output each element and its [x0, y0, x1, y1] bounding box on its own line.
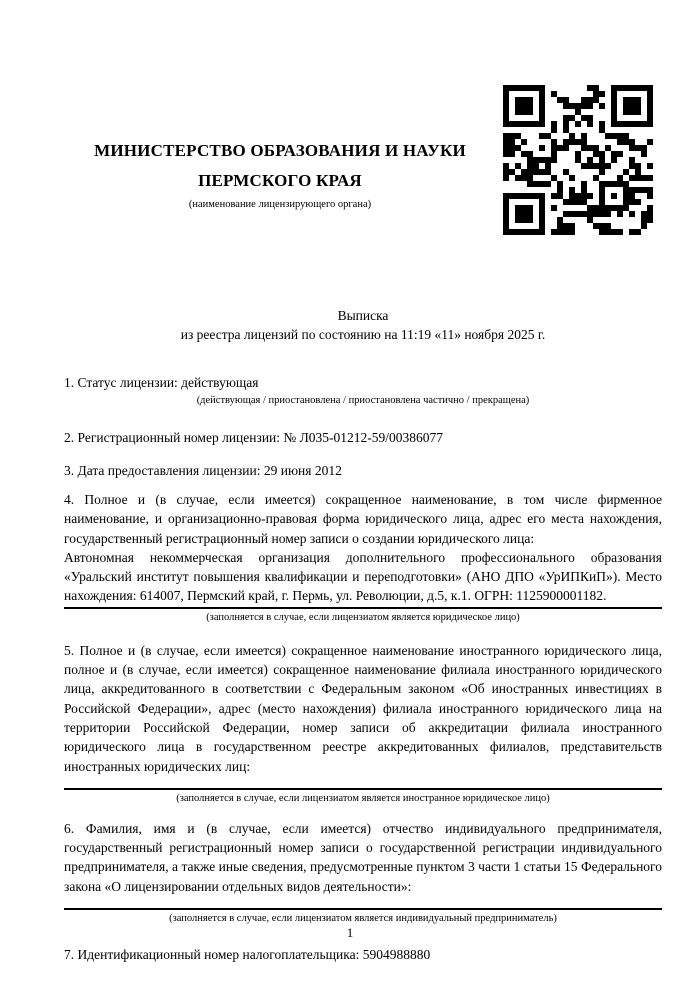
licensing-authority-header	[64, 136, 496, 212]
individual-entrepreneur-value	[64, 896, 662, 907]
ministry-caption: (наименование лицензирующего органа)	[188, 199, 372, 210]
inn-text: 7. Идентификационный номер налогоплательщика: 5904988880	[64, 947, 431, 963]
individual-entrepreneur-caption: (заполняется в случае, если лицензиатом является индивидуальный предприниматель)	[169, 913, 557, 925]
legal-entity-rule	[64, 607, 662, 609]
legal-entity-caption: (заполняется в случае, если лицензиатом является юридическое лицо)	[206, 611, 520, 623]
page-footer	[0, 925, 700, 941]
field-license-status	[64, 373, 662, 408]
legal-entity-label: 4. Полное и (в случае, если имеется) сокращенное наименование, в том числе фирменное наименование, и организационно-правовая форма юридического лица, адрес его места нахождения, государственный регистрационный номер записи о создании юридического лица:	[64, 492, 662, 546]
foreign-entity-rule	[64, 788, 662, 790]
fields-section	[64, 373, 662, 964]
field-registration-number	[64, 428, 662, 447]
field-inn	[64, 945, 662, 964]
legal-entity-value: Автономная некоммерческая организация дополнительного профессионального образования «Уральский институт повышения квалификации и переподготовки» (АНО ДПО «УрИПКиП»). Место нахождения: 614007, Пермский край, г. Пермь, ул. Революции, д.5, к.1. ОГРН: 1125900001182.	[64, 549, 662, 604]
field-individual-entrepreneur	[64, 819, 662, 926]
individual-entrepreneur-label: 6. Фамилия, имя и (в случае, если имеется) отчество индивидуального предпринимателя, государственный регистрационный номер записи о государственной регистрации индивидуального предпринимателя, а также иные сведения, предусмотренные пунктом 3 части 1 статьи 15 Федерального закона «О лицензировании отдельных видов деятельности»:	[64, 820, 662, 894]
title-heading: Выписка	[337, 308, 389, 323]
foreign-entity-value	[64, 776, 662, 787]
grant-date-text: 3. Дата предоставления лицензии: 29 июня 2012	[64, 463, 342, 478]
field-foreign-entity	[64, 641, 662, 806]
ministry-name-line1: МИНИСТЕРСТВО ОБРАЗОВАНИЯ И НАУКИ	[94, 141, 466, 160]
foreign-entity-label: 5. Полное и (в случае, если имеется) сокращенное наименование иностранного юридического лица, полное и (в случае, если имеется) сокращенное наименование филиала иностранного юридического лица, аккредитованного в соответствии с Федеральным законом «Об иностранных инвестициях в Российской Федерации», адрес (место нахождения) филиала иностранного юридического лица на территории Российской Федерации, номер записи об аккредитации филиала иностранного юридического лица в государственном реестре аккредитованных филиалов, представительств иностранных юридических лиц:	[64, 642, 662, 774]
registration-number-text: 2. Регистрационный номер лицензии: № Л035-01212-59/00386077	[64, 430, 444, 445]
license-status-caption: (действующая / приостановлена / приостановлена частично / прекращена)	[196, 395, 530, 406]
foreign-entity-caption: (заполняется в случае, если лицензиатом является иностранное юридическое лицо)	[176, 792, 550, 804]
individual-entrepreneur-rule	[64, 908, 662, 910]
ministry-name	[64, 136, 496, 196]
page-number: 1	[346, 925, 354, 940]
title-subheading: из реестра лицензий по состоянию на 11:19 «11» ноября 2025 г.	[180, 327, 546, 342]
ministry-name-line2: ПЕРМСКОГО КРАЯ	[198, 171, 362, 190]
document-title	[64, 306, 662, 344]
field-grant-date	[64, 461, 662, 480]
license-status-text: 1. Статус лицензии: действующая	[64, 375, 259, 390]
field-legal-entity	[64, 490, 662, 625]
